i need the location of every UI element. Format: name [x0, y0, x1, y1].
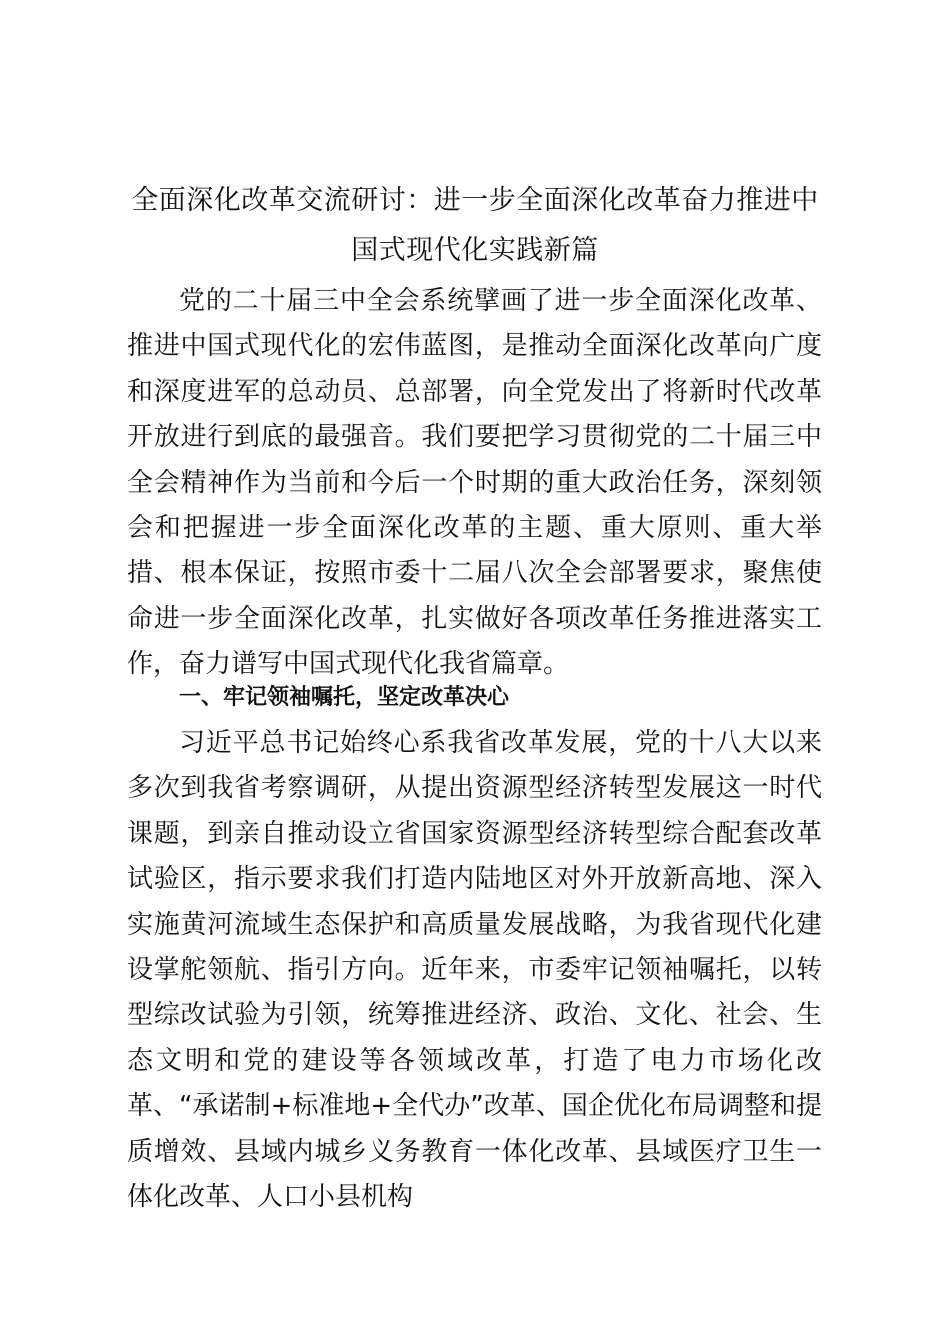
paragraph-section-1: 习近平总书记始终心系我省改革发展，党的十八大以来多次到我省考察调研，从提出资源型经济转型发展这一时代课题，到亲自推动设立省国家资源型经济转型综合配套改革试验区，指示要求我们打造内陆地区对外开放新高地、深入实施黄河流域生态保护和高质量发展战略，为我省现代化建设掌舵领航、指引方向。近年来，市委牢记领袖嘱托，以转型综改试验为引领，统筹推进经济、政治、文化、社会、生态文明和党的建设等各领域改革，打造了电力市场化改革、“承诺制+标准地+全代办”改革、国企优化布局调整和提质增效、县域内城乡义务教育一体化改革、县域医疗卫生一体化改革、人口小县机构 — [127, 728, 822, 1213]
paragraph-intro: 党的二十届三中全会系统擘画了进一步全面深化改革、推进中国式现代化的宏伟蓝图，是推动全面深化改革向广度和深度进军的总动员、总部署，向全党发出了将新时代改革开放进行到底的最强音。我们要把学习贯彻党的二十届三中全会精神作为当前和今后一个时期的重大政治任务，深刻领会和把握进一步全面深化改革的主题、重大原则、重大举措、根本保证，按照市委十二届八次全会部署要求，聚焦使命进一步全面深化改革，扎实做好各项改革任务推进落实工作，奋力谱写中国式现代化我省篇章。 — [127, 286, 822, 680]
section-heading-1: 一、牢记领袖嘱托，坚定改革决心 — [179, 684, 510, 710]
document-title: 全面深化改革交流研讨：进一步全面深化改革奋力推进中国式现代化实践新篇 — [131, 185, 819, 266]
